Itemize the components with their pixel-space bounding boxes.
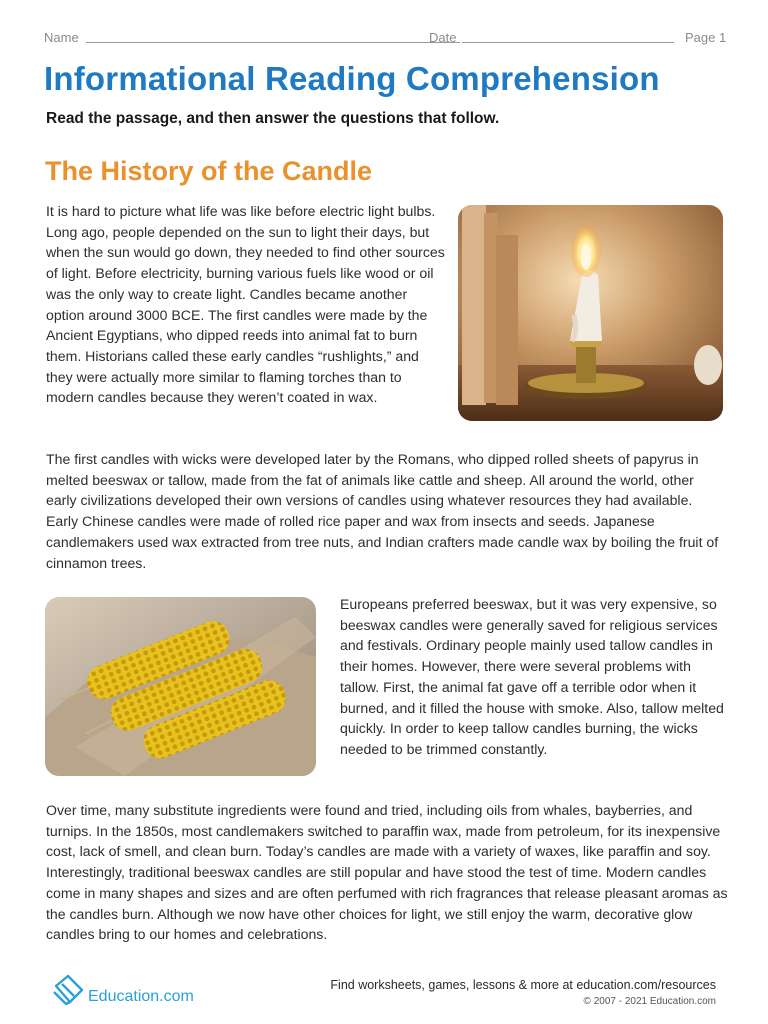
page-number: Page 1 [685, 30, 727, 45]
instructions: Read the passage, and then answer the questions that follow. [46, 110, 500, 127]
footer-copyright: © 2007 - 2021 Education.com [583, 996, 716, 1007]
paragraph-4: Over time, many substitute ingredients were found and tried, including oils from whales, bayberries, and turnips. In the 1850s, most candlemakers switched to paraffin wax, made from petroleum, for its inexpensive cost, lack of smell, and clean burn. Today’s candles are made with a variety of waxes, like paraffin and soy. Interestingly, traditional beeswax candles are still popular and have stood the test of time. Modern candles come in many shapes and sizes and are often perfumed with rich fragrances that release pleasant aromas as the candles burn. Although we now have other choices for light, we still enjoy the warm, decorative glow candles bring to our homes and celebrations. [46, 802, 728, 943]
logo-text: Education.com [88, 988, 194, 1005]
worksheet-header [44, 28, 728, 48]
paragraph-2: The first candles with wicks were developed later by the Romans, who dipped rolled sheets of papyrus in melted beeswax or tallow, made from the fat of animals like cattle and sheep. All around the world, other early civilizations developed their own versions of candles using whatever resources they had available. Early Chinese candles were made of rolled rice paper and wax from insects and seeds. Japanese candlemakers used wax extracted from tree nuts, and Indian crafters made candle wax by boiling the fruit of cinnamon trees. [46, 451, 719, 571]
worksheet-title: Informational Reading Comprehension [44, 60, 660, 97]
date-label: Date [429, 30, 457, 45]
name-label: Name [44, 30, 79, 45]
date-field-line[interactable] [462, 42, 674, 43]
candle-photo [458, 205, 723, 421]
name-field-line[interactable] [86, 42, 460, 43]
paragraph-1: It is hard to picture what life was like before electric light bulbs. Long ago, people depended on the sun to light their days, but when the sun would go down, they needed to find other sources of light. Before electricity, burning various fuels like wood or oil was the only way to create light. Candles became another option around 3000 BCE. The first candles were made by the Ancient Egyptians, who dipped reeds into animal fat to burn them. Historians called these early candles “rushlights,” and they were actually more similar to flaming torches than to modern candles because they weren’t coated in wax. [46, 203, 445, 406]
beeswax-candles-photo [45, 597, 316, 776]
education-logo[interactable] [52, 972, 212, 1008]
story-title: The History of the Candle [45, 156, 373, 186]
footer-resources-link[interactable]: Find worksheets, games, lessons & more at education.com/resources [330, 978, 716, 992]
paragraph-3: Europeans preferred beeswax, but it was very expensive, so beeswax candles were generally saved for religious services and festivals. Ordinary people mainly used tallow candles in their homes. However, there were several problems with tallow. First, the animal fat gave off a terrible odor when it burned, and it filled the house with smoke. Also, tallow melted quickly. In order to keep tallow candles burning, the wicks needed to be trimmed constantly. [340, 596, 724, 757]
education-logo-icon [52, 972, 86, 1008]
